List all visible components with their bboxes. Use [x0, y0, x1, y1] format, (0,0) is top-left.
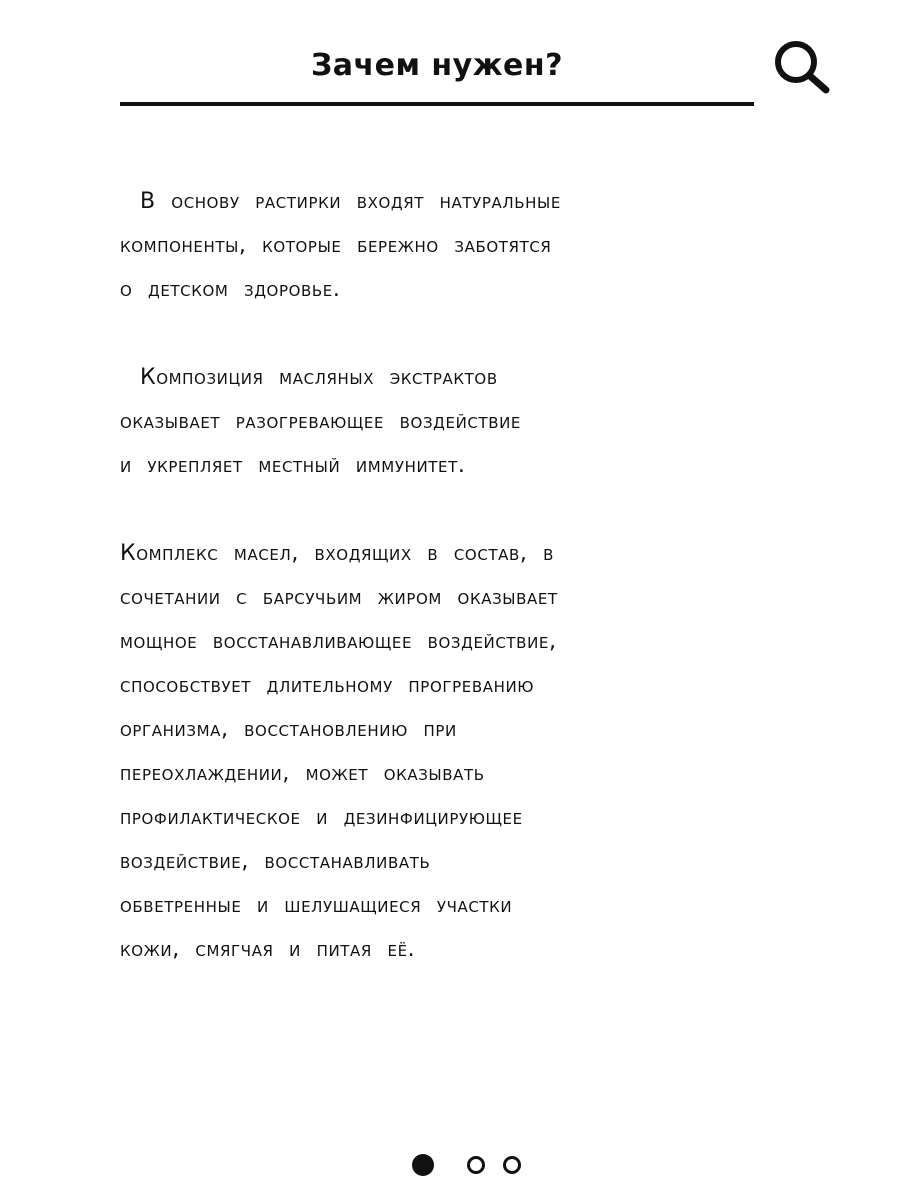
title-underline	[120, 102, 754, 106]
text-line: и укрепляет местный иммунитет.	[120, 453, 466, 478]
text-line: кожи, смягчая и питая её.	[120, 937, 416, 962]
pagination-dots	[410, 1152, 530, 1176]
text-line: компоненты, которые бережно заботятся	[120, 233, 552, 258]
text-line: воздействие, восстанавливать	[120, 849, 431, 874]
search-icon	[770, 36, 838, 98]
text-line: мощное восстанавливающее воздействие,	[120, 629, 557, 654]
text-line: Композиция масляных экстрактов	[140, 365, 498, 390]
text-line: сочетании с барсучьим жиром оказывает	[120, 585, 558, 610]
text-line: о детском здоровье.	[120, 277, 341, 302]
text-line: переохлаждении, может оказывать	[120, 761, 485, 786]
paragraph-2	[120, 356, 820, 488]
paragraph-3	[120, 532, 820, 972]
paragraph-1	[120, 180, 820, 312]
article-body	[120, 180, 820, 972]
page-dot-1-active[interactable]	[412, 1154, 434, 1176]
header	[0, 0, 900, 120]
page-dot-3[interactable]	[503, 1156, 521, 1174]
text-line: способствует длительному прогреванию	[120, 673, 535, 698]
text-line: Комплекс масел, входящих в состав, в	[120, 541, 554, 566]
text-line: профилактическое и дезинфицирующее	[120, 805, 523, 830]
page-title: Зачем нужен?	[310, 48, 564, 83]
page-dot-2[interactable]	[467, 1156, 485, 1174]
text-line: организма, восстановлению при	[120, 717, 457, 742]
search-button[interactable]	[770, 36, 838, 98]
text-line: В основу растирки входят натуральные	[140, 189, 561, 214]
text-line: обветренные и шелушащиеся участки	[120, 893, 513, 918]
text-line: оказывает разогревающее воздействие	[120, 409, 522, 434]
